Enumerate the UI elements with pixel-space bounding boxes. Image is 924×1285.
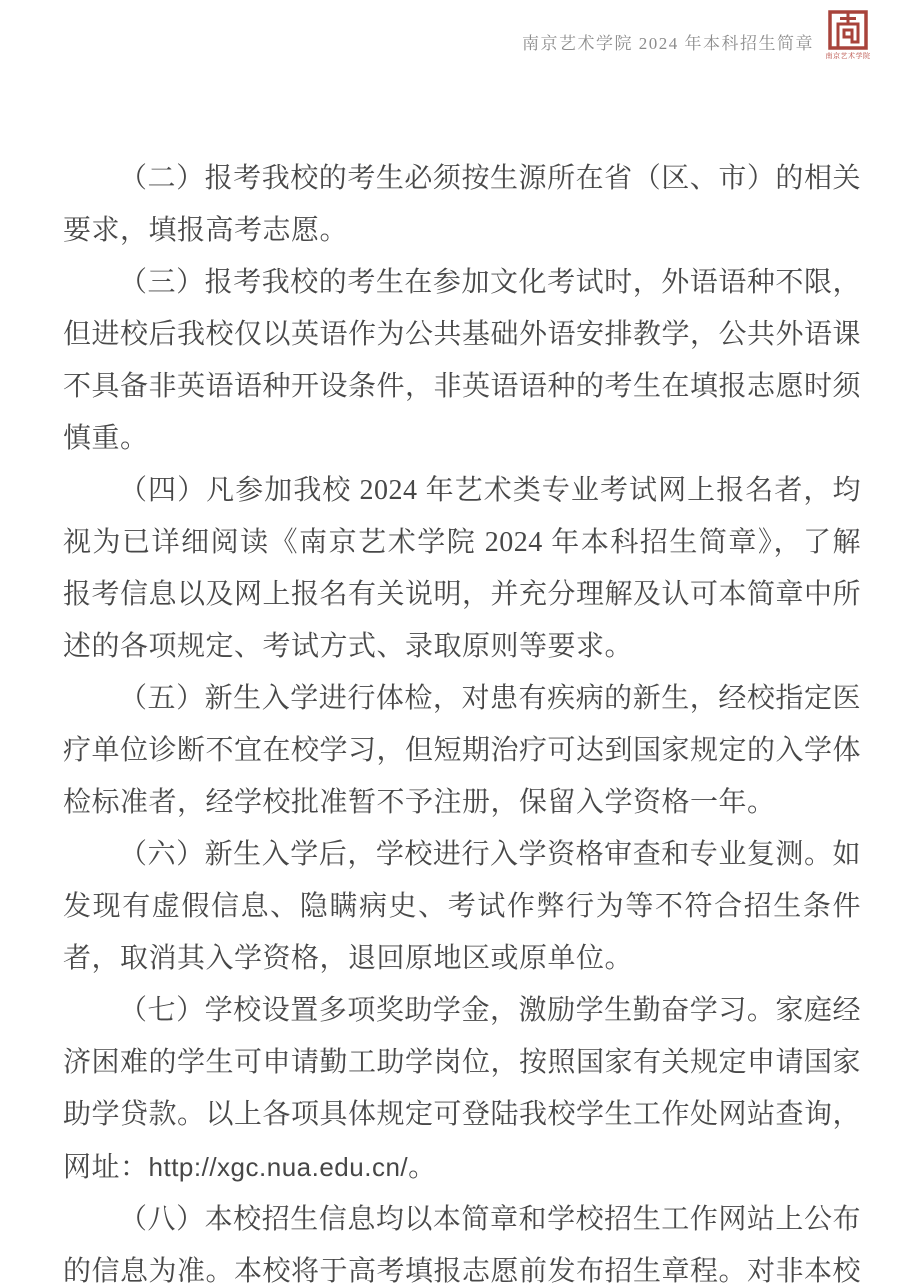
paragraph-6: （六）新生入学后，学校进行入学资格审查和专业复测。如发现有虚假信息、隐瞒病史、考试作弊行为等不符合招生条件者，取消其入学资格，退回原地区或原单位。: [63, 839, 861, 974]
student-affairs-url[interactable]: http://xgc.nua.edu.cn/: [148, 1152, 409, 1182]
paragraph-7-text: （七）学校设置多项奖助学金，激励学生勤奋学习。家庭经济困难的学生可申请勤工助学岗位，按照国家有关规定申请国家助学贷款。以上各项具体规定可登陆我校学生工作处网站查询，网址：: [63, 995, 862, 1183]
paragraph-3: （三）报考我校的考生在参加文化考试时，外语语种不限，但进校后我校仅以英语作为公共基础外语安排教学，公共外语课不具备非英语语种开设条件，非英语语种的考生在填报志愿时须慎重。: [63, 267, 862, 454]
header-title: 南京艺术学院 2024 年本科招生简章: [522, 34, 814, 53]
paragraph-8: （八）本校招生信息均以本简章和学校招生工作网站上公布的信息为准。本校将于高考填报志愿前发布招生章程。对非本校: [63, 1204, 862, 1285]
paragraph-2: （二）报考我校的考生必须按生源所在省（区、市）的相关要求，填报高考志愿。: [63, 163, 861, 246]
paragraph-7: [63, 985, 861, 1194]
paragraph-7-suffix: 。: [408, 1152, 437, 1183]
logo-caption: 南京艺术学院: [825, 52, 871, 60]
paragraph-4: （四）凡参加我校 2024 年艺术类专业考试网上报名者，均视为已详细阅读《南京艺术学院 2024 年本科招生简章》，了解报考信息以及网上报名有关说明，并充分理解及认可本简章中所述的各项规定、考试方式、录取原则等要求。: [63, 475, 862, 662]
paragraph-5: （五）新生入学进行体检，对患有疾病的新生，经校指定医疗单位诊断不宜在校学习，但短期治疗可达到国家规定的入学体检标准者，经学校批准暂不予注册，保留入学资格一年。: [63, 683, 862, 818]
